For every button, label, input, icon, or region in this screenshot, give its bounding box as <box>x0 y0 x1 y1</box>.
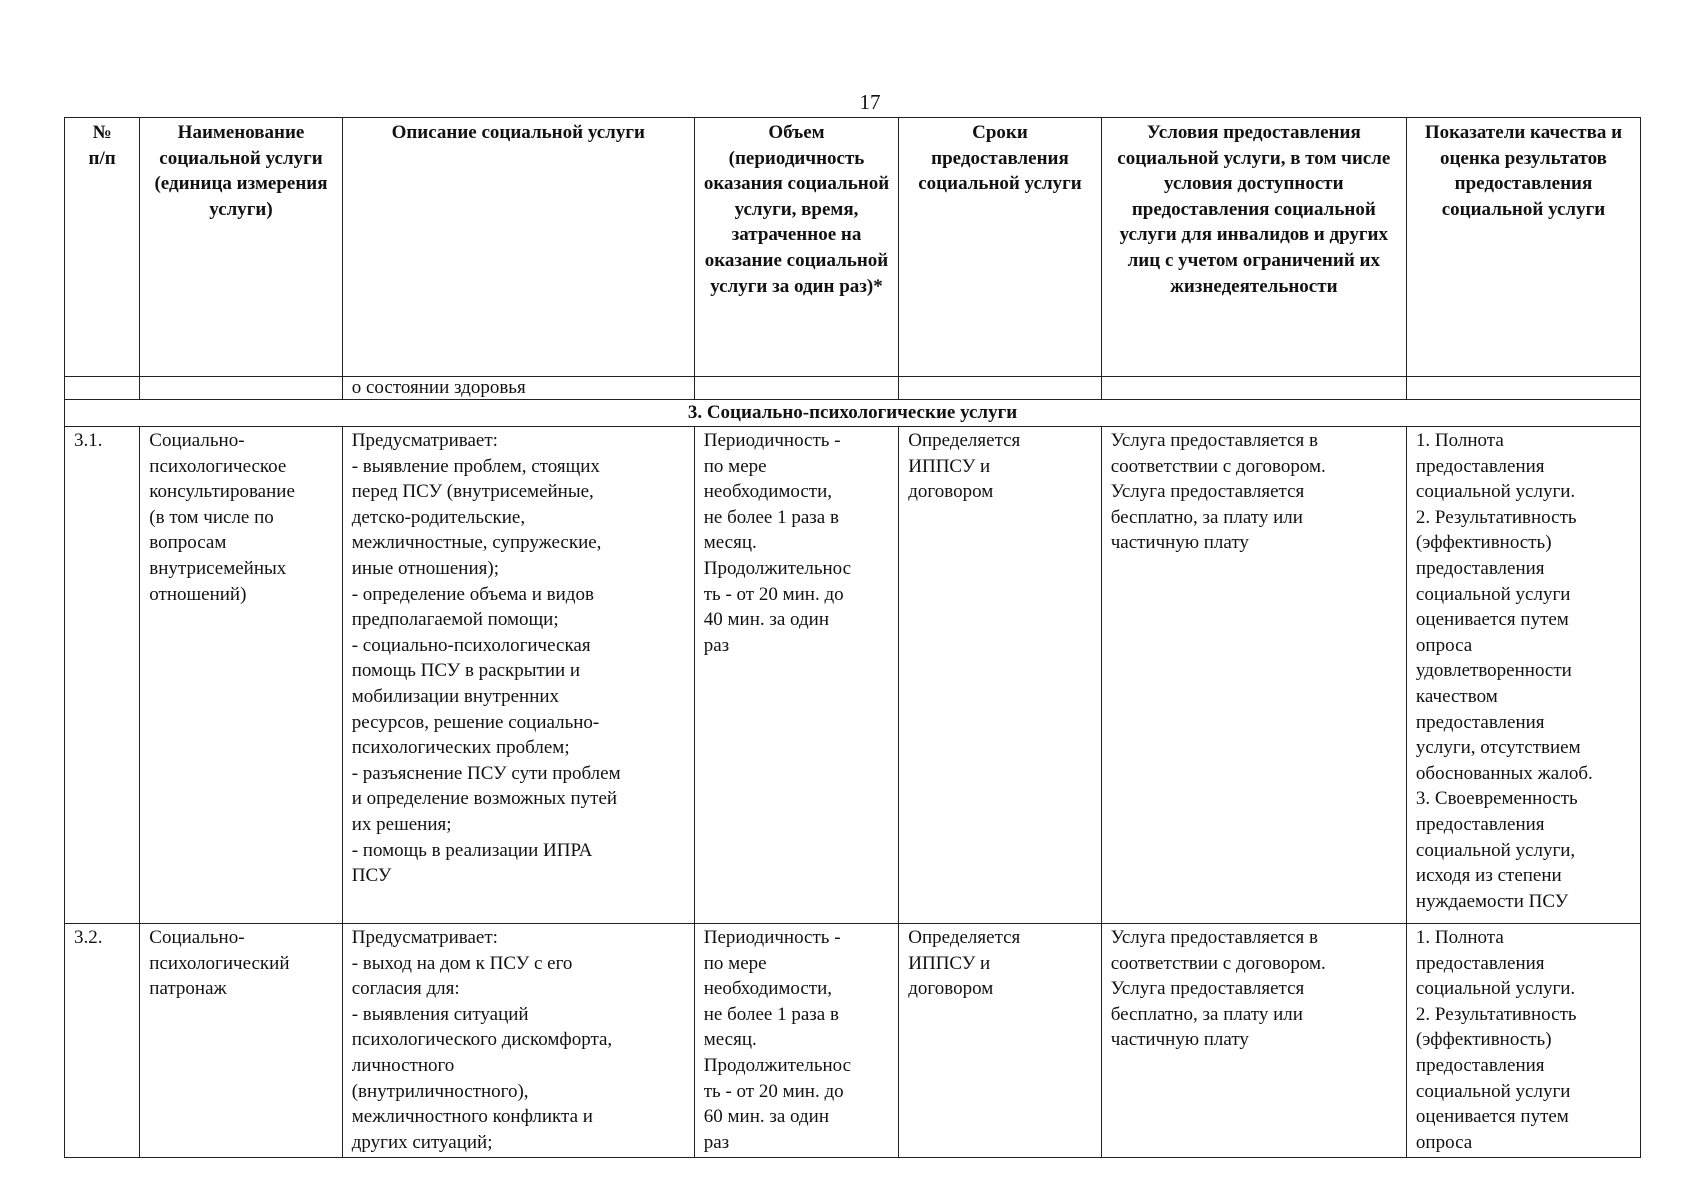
service-name: Социально- психологический патронаж <box>140 924 342 1158</box>
table-row <box>65 427 1641 924</box>
header-service-conditions: Условия предоставления социальной услуги, в том числе условия доступности предоставления социальной услуги для инвалидов и других лиц с учетом ограничений их жизнедеятельности <box>1101 118 1406 377</box>
header-quality-indicators: Показатели качества и оценка результатов предоставления социальной услуги <box>1406 118 1640 377</box>
service-conditions: Услуга предоставляется в соответствии с договором. Услуга предоставляется бесплатно, за плату или частичную плату <box>1101 427 1406 924</box>
service-quality: 1. Полнота предоставления социальной услуги. 2. Результативность (эффективность) предоставления социальной услуги оценивается путем опроса <box>1406 924 1640 1158</box>
section-row <box>65 400 1641 427</box>
table-cell <box>1406 377 1640 400</box>
social-services-table <box>64 117 1641 1158</box>
service-volume: Периодичность - по мере необходимости, не более 1 раза в месяц. Продолжительнос ть - от 20 мин. до 40 мин. за один раз <box>694 427 899 924</box>
table-cell <box>140 377 342 400</box>
service-volume: Периодичность - по мере необходимости, не более 1 раза в месяц. Продолжительнос ть - от 20 мин. до 60 мин. за один раз <box>694 924 899 1158</box>
header-service-name: Наименование социальной услуги (единица измерения услуги) <box>140 118 342 377</box>
table-header-row <box>65 118 1641 377</box>
section-title: 3. Социально-психологические услуги <box>65 400 1641 427</box>
service-terms: Определяется ИППСУ и договором <box>899 924 1101 1158</box>
table-cell <box>694 377 899 400</box>
continuation-description: о состоянии здоровья <box>342 377 694 400</box>
service-conditions: Услуга предоставляется в соответствии с договором. Услуга предоставляется бесплатно, за плату или частичную плату <box>1101 924 1406 1158</box>
header-service-description: Описание социальной услуги <box>342 118 694 377</box>
service-description: Предусматривает: - выход на дом к ПСУ с его согласия для: - выявления ситуаций психологического дискомфорта, личностного (внутриличностного), межличностного конфликта и других ситуаций; <box>342 924 694 1158</box>
service-quality: 1. Полнота предоставления социальной услуги. 2. Результативность (эффективность) предоставления социальной услуги оценивается путем опроса удовлетворенности качеством предоставления услуги, отсутствием обоснованных жалоб. 3. Своевременность предоставления социальной услуги, исходя из степени нуждаемости ПСУ <box>1406 427 1640 924</box>
table-cell <box>1101 377 1406 400</box>
table-cell <box>65 377 140 400</box>
page-number: 17 <box>859 90 881 114</box>
service-description: Предусматривает: - выявление проблем, стоящих перед ПСУ (внутрисемейные, детско-родительские, межличностные, супружеские, иные отношения); - определение объема и видов предполагаемой помощи; - социально-психологическая помощь ПСУ в раскрытии и мобилизации внутренних ресурсов, решение социально- психологических проблем; - разъяснение ПСУ сути проблем и определение возможных путей их решения; - помощь в реализации ИПРА ПСУ <box>342 427 694 924</box>
header-service-terms: Сроки предоставления социальной услуги <box>899 118 1101 377</box>
row-number: 3.2. <box>65 924 140 1158</box>
header-service-volume: Объем (периодичность оказания социальной услуги, время, затраченное на оказание социальной услуги за один раз)* <box>694 118 899 377</box>
service-terms: Определяется ИППСУ и договором <box>899 427 1101 924</box>
table-cell <box>899 377 1101 400</box>
table-row <box>65 924 1641 1158</box>
continuation-row <box>65 377 1641 400</box>
row-number: 3.1. <box>65 427 140 924</box>
header-number: № п/п <box>65 118 140 377</box>
service-name: Социально- психологическое консультирование (в том числе по вопросам внутрисемейных отношений) <box>140 427 342 924</box>
